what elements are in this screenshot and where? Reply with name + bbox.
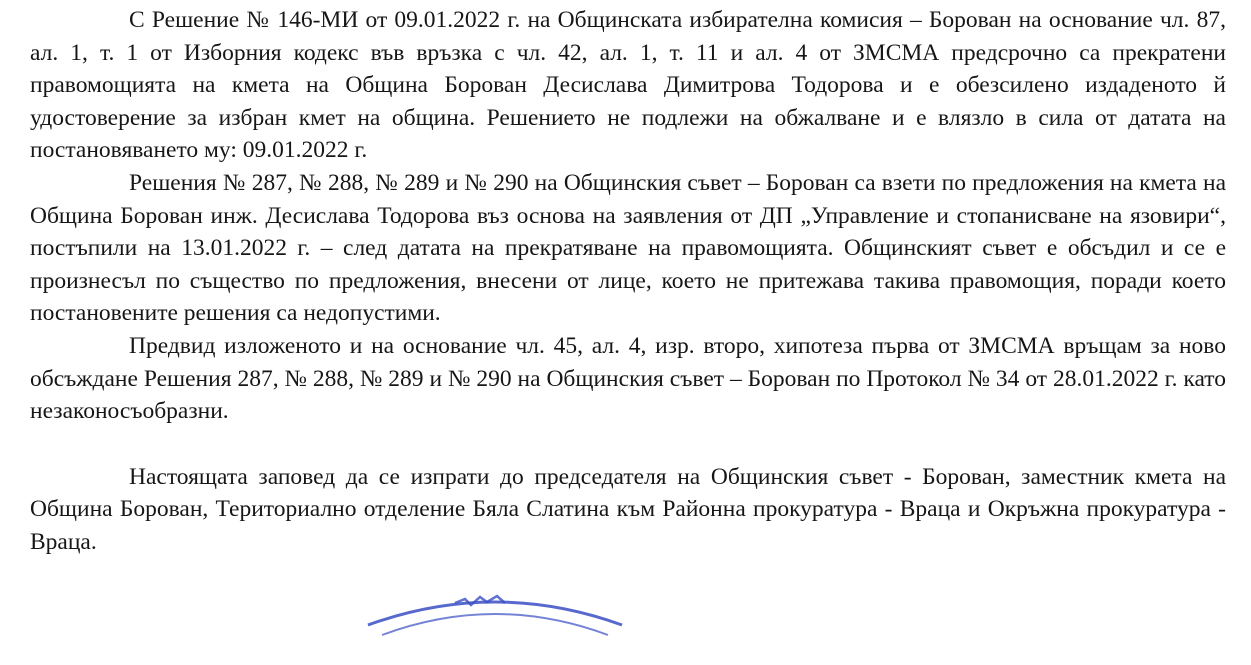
paragraph-decision-146: С Решение № 146-МИ от 09.01.2022 г. на Общинската избирателна комисия – Борован на основание чл. 87, ал. 1, т. 1 от Изборния кодекс във връзка с чл. 42, ал. 1, т. 11 и ал. 4 от ЗМСМА предсрочно са прекратени правомощията на кмета на Община Борован Десислава Димитрова Тодорова и е обезсилено издаденото й удостоверение за избран кмет на община. Решението не подлежи на обжалване и е влязло в сила от датата на постановяването му: 09.01.2022 г. (30, 7, 1226, 164)
paragraph-council-decisions: Решения № 287, № 288, № 289 и № 290 на Общинския съвет – Борован са взети по предложения на кмета на Община Борован инж. Десислава Тодорова въз основа на заявления от ДП „Управление и стопанисване на язовири“, постъпили на 13.01.2022 г. – след датата на прекратяване на правомощията. Общинският съвет е обсъдил и се е произнесъл по същество по предложения, внесени от лице, което не притежава такива правомощия, поради което постановените решения са недопустими. (30, 169, 1226, 327)
paragraph-return-for-review: Предвид изложеното и на основание чл. 45, ал. 4, изр. второ, хипотеза първа от ЗМСМА връщам за ново обсъждане Решения 287, № 288, № 289 и № 290 на Общинския съвет – Борован по Протокол № 34 от 28.01.2022 г. като незаконосъобразни. (30, 332, 1226, 425)
official-stamp-fragment (360, 585, 630, 665)
document-body (30, 4, 1226, 559)
paragraph-distribution: Настоящата заповед да се изпрати до председателя на Общинския съвет - Борован, заместник кмета на Община Борован, Териториално отделение Бяла Слатина към Районна прокуратура - Враца и Окръжна прокуратура - Враца. (30, 463, 1226, 555)
paragraph-spacer (30, 428, 1226, 461)
